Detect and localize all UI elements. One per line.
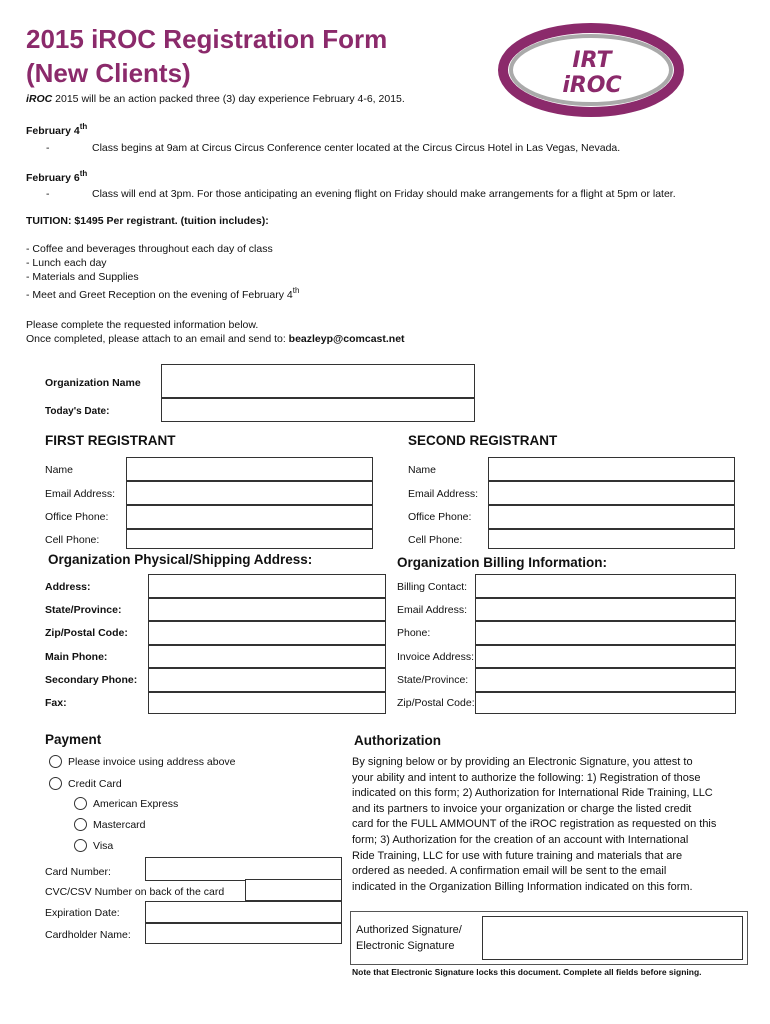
ship-main-phone-label: Main Phone: xyxy=(45,651,108,663)
first-office-phone-input[interactable] xyxy=(126,505,373,529)
first-cell-phone-input[interactable] xyxy=(126,529,373,549)
ship-zip-label: Zip/Postal Code: xyxy=(45,627,128,639)
intro-text: iROC 2015 will be an action packed three (3) day experience February 4-6, 2015. xyxy=(26,93,405,105)
invoice-radio[interactable] xyxy=(49,755,62,768)
mastercard-label: Mastercard xyxy=(93,819,146,831)
cvc-input[interactable] xyxy=(245,879,342,901)
invoice-option-label: Please invoice using address above xyxy=(68,756,236,768)
org-name-label: Organization Name xyxy=(45,377,141,389)
visa-radio[interactable] xyxy=(74,839,87,852)
bill-zip-label: Zip/Postal Code: xyxy=(397,697,475,709)
ship-state-label: State/Province: xyxy=(45,604,122,616)
instructions: Please complete the requested information below. Once completed, please attach to an email and send to: beazleyp@comcast.net xyxy=(26,319,405,345)
bill-invoice-address-label: Invoice Address: xyxy=(397,651,475,663)
signature-input[interactable] xyxy=(482,916,743,960)
todays-date-input[interactable] xyxy=(161,398,475,422)
ship-address-label: Address: xyxy=(45,581,91,593)
first-email-label: Email Address: xyxy=(45,488,116,500)
schedule-text-2: Class will end at 3pm. For those anticipating an evening flight on Friday should make arrangements for a flight at 5pm or later. xyxy=(92,188,676,200)
bill-email-label: Email Address: xyxy=(397,604,468,616)
second-email-input[interactable] xyxy=(488,481,735,505)
ship-zip-input[interactable] xyxy=(148,621,386,645)
second-office-phone-input[interactable] xyxy=(488,505,735,529)
page-title: 2015 iROC Registration Form (New Clients) xyxy=(26,24,388,88)
second-name-input[interactable] xyxy=(488,457,735,481)
ship-address-input[interactable] xyxy=(148,574,386,598)
first-email-input[interactable] xyxy=(126,481,373,505)
amex-label: American Express xyxy=(93,798,179,810)
schedule-date-1: February 4th xyxy=(26,122,88,137)
visa-label: Visa xyxy=(93,840,114,852)
first-office-phone-label: Office Phone: xyxy=(45,511,109,523)
authorization-heading: Authorization xyxy=(354,733,441,748)
first-registrant-heading: FIRST REGISTRANT xyxy=(45,433,176,448)
signature-label: Authorized Signature/ Electronic Signature xyxy=(356,924,462,952)
schedule-date-2: February 6th xyxy=(26,169,88,184)
schedule-bullet-2: - xyxy=(46,188,50,200)
authorization-text: By signing below or by providing an Electronic Signature, you attest to your ability and intent to authorize the following: 1) Registration of those indicated on this form; 2) Authorization for International Ride Training, LLC and its partners to invoice your organization or charge the listed credit card for the FULL AMMOUNT of the iROC registration as requested on this form; 3) Authorization for the creation of an account with International Ride Training, LLC for use with future training and materials that are ordered as needed. A confirmation email will be sent to the email indicated in the Organization Billing Information indicated on this form. xyxy=(352,756,717,893)
bill-state-label: State/Province: xyxy=(397,674,469,686)
list-item: - Coffee and beverages throughout each day of class xyxy=(26,243,273,255)
payment-heading: Payment xyxy=(45,732,102,747)
list-item: - Lunch each day xyxy=(26,257,107,269)
second-cell-phone-input[interactable] xyxy=(488,529,735,549)
first-name-input[interactable] xyxy=(126,457,373,481)
ship-fax-input[interactable] xyxy=(148,692,386,714)
card-number-label: Card Number: xyxy=(45,866,111,878)
second-cell-phone-label: Cell Phone: xyxy=(408,534,463,546)
credit-card-radio[interactable] xyxy=(49,777,62,790)
org-name-input[interactable] xyxy=(161,364,475,398)
expiration-input[interactable] xyxy=(145,901,342,923)
bill-state-input[interactable] xyxy=(475,668,736,692)
irt-iroc-logo xyxy=(496,20,686,118)
ship-fax-label: Fax: xyxy=(45,697,67,709)
bill-invoice-address-input[interactable] xyxy=(475,645,736,668)
credit-card-option-label: Credit Card xyxy=(68,778,122,790)
second-name-label: Name xyxy=(408,464,437,476)
ship-secondary-phone-label: Secondary Phone: xyxy=(45,674,138,686)
ship-main-phone-input[interactable] xyxy=(148,645,386,668)
second-registrant-heading: SECOND REGISTRANT xyxy=(408,433,558,448)
tuition-list xyxy=(26,242,299,302)
list-item: - Materials and Supplies xyxy=(26,271,139,283)
tuition-heading: TUITION: $1495 Per registrant. (tuition includes): xyxy=(26,215,269,227)
expiration-label: Expiration Date: xyxy=(45,907,120,919)
logo-text: IRT iROC xyxy=(562,48,622,98)
schedule-text-1: Class begins at 9am at Circus Circus Conference center located at the Circus Circus Hotel in Las Vegas, Nevada. xyxy=(92,142,621,154)
amex-radio[interactable] xyxy=(74,797,87,810)
mastercard-radio[interactable] xyxy=(74,818,87,831)
cvc-label: CVC/CSV Number on back of the card xyxy=(45,886,225,898)
first-cell-phone-label: Cell Phone: xyxy=(45,534,100,546)
list-item: - Meet and Greet Reception on the evening of February 4th xyxy=(26,286,300,301)
ship-state-input[interactable] xyxy=(148,598,386,621)
bill-phone-label: Phone: xyxy=(397,627,431,639)
shipping-heading: Organization Physical/Shipping Address: xyxy=(48,552,313,567)
second-email-label: Email Address: xyxy=(408,488,479,500)
signature-note: Note that Electronic Signature locks this document. Complete all fields before signing. xyxy=(352,967,702,977)
todays-date-label: Today's Date: xyxy=(45,406,110,417)
schedule-bullet-1: - xyxy=(46,142,50,154)
first-name-label: Name xyxy=(45,464,74,476)
bill-email-input[interactable] xyxy=(475,598,736,621)
bill-contact-input[interactable] xyxy=(475,574,736,598)
bill-contact-label: Billing Contact: xyxy=(397,581,468,593)
second-office-phone-label: Office Phone: xyxy=(408,511,472,523)
contact-email: beazleyp@comcast.net xyxy=(288,333,405,345)
billing-heading: Organization Billing Information: xyxy=(397,555,607,570)
cardholder-input[interactable] xyxy=(145,923,342,944)
ship-secondary-phone-input[interactable] xyxy=(148,668,386,692)
card-number-input[interactable] xyxy=(145,857,342,881)
bill-phone-input[interactable] xyxy=(475,621,736,645)
bill-zip-input[interactable] xyxy=(475,692,736,714)
cardholder-label: Cardholder Name: xyxy=(45,929,131,941)
